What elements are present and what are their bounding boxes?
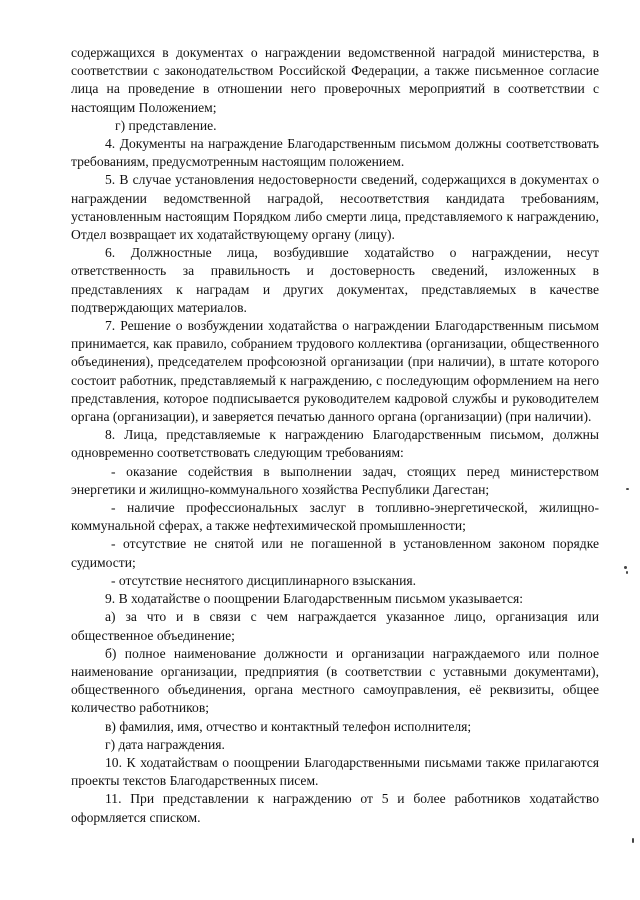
paragraph-item-g: г) представление. (115, 117, 217, 133)
paragraph-5: 5. В случае установления недостоверности сведений, содержащихся в документах о награждении ведомственной наградой, несоответствия кандидата требованиям, установленным настоящим Порядком либо смерти лица, представляемого к награждению, Отдел возвращает их ходатайствующему органу (лицу). (71, 172, 599, 243)
paragraph-10: 10. К ходатайствам о поощрении Благодарственными письмами также прилагаются проекты текстов Благодарственных писем. (71, 754, 599, 789)
paragraph-8: 8. Лица, представляемые к награждению Благодарственным письмом, должны одновременно соответствовать следующим требованиям: (71, 427, 599, 461)
scan-speck (626, 488, 629, 490)
paragraph-7: 7. Решение о возбуждении ходатайства о награждении Благодарственным письмом принимается, как правило, собранием трудового коллектива (организации, общественного объединения), председателем профсоюзной организации (при наличии), в штате которого состоит работник, представляемый к награждению, с последующим оформлением на него представления, которое подписывается руководителем кадровой службы и руководителем органа (организации), и заверяется печатью данного органа (организации) (при наличии). (71, 318, 599, 425)
paragraph-continuation: содержащихся в документах о награждении ведомственной наградой министерства, в соответствии с законодательством Российской Федерации, а также письменное согласие лица на проведение в отношении него проверочных мероприятий в соответствии с настоящим Положением; (71, 45, 599, 115)
scan-speck (626, 571, 628, 574)
petition-item-b: б) полное наименование должности и организации награждаемого или полное наименование организации, предприятия (в соответствии с уставными документами), общественного объединения, органа местного самоуправления, её реквизиты, общее количество работников; (71, 645, 599, 716)
scan-speck (632, 838, 634, 843)
petition-item-a: а) за что и в связи с чем награждается указанное лицо, организация или общественное объединение; (71, 609, 599, 643)
petition-item-v: в) фамилия, имя, отчество и контактный телефон исполнителя; (105, 718, 472, 734)
requirement-item: - оказание содействия в выполнении задач, стоящих перед министерством энергетики и жилищно-коммунального хозяйства Республики Дагестан; (71, 463, 599, 497)
paragraph-6: 6. Должностные лица, возбудившие ходатайство о награждении, несут ответственность за правильность и достоверность сведений, изложенных в представлениях к наградам и других документах, представляемых в качестве подтверждающих материалов. (71, 245, 599, 315)
paragraph-9: 9. В ходатайстве о поощрении Благодарственным письмом указывается: (105, 591, 524, 607)
scan-speck (624, 566, 627, 569)
paragraph-11: 11. При представлении к награждению от 5 и более работников ходатайство оформляется списком. (71, 791, 599, 825)
paragraph-4: 4. Документы на награждение Благодарственным письмом должны соответствовать требованиям, предусмотренным настоящим положением. (71, 136, 599, 170)
petition-item-g: г) дата награждения. (105, 736, 225, 752)
requirement-item: - наличие профессиональных заслуг в топливно-энергетической, жилищно-коммунальной сферах, а также нефтехимической промышленности; (71, 500, 599, 534)
requirement-item: - отсутствие неснятого дисциплинарного взыскания. (111, 572, 417, 588)
document-body (71, 44, 599, 827)
requirement-item: - отсутствие не снятой или не погашенной в установленном законом порядке судимости; (71, 536, 599, 570)
